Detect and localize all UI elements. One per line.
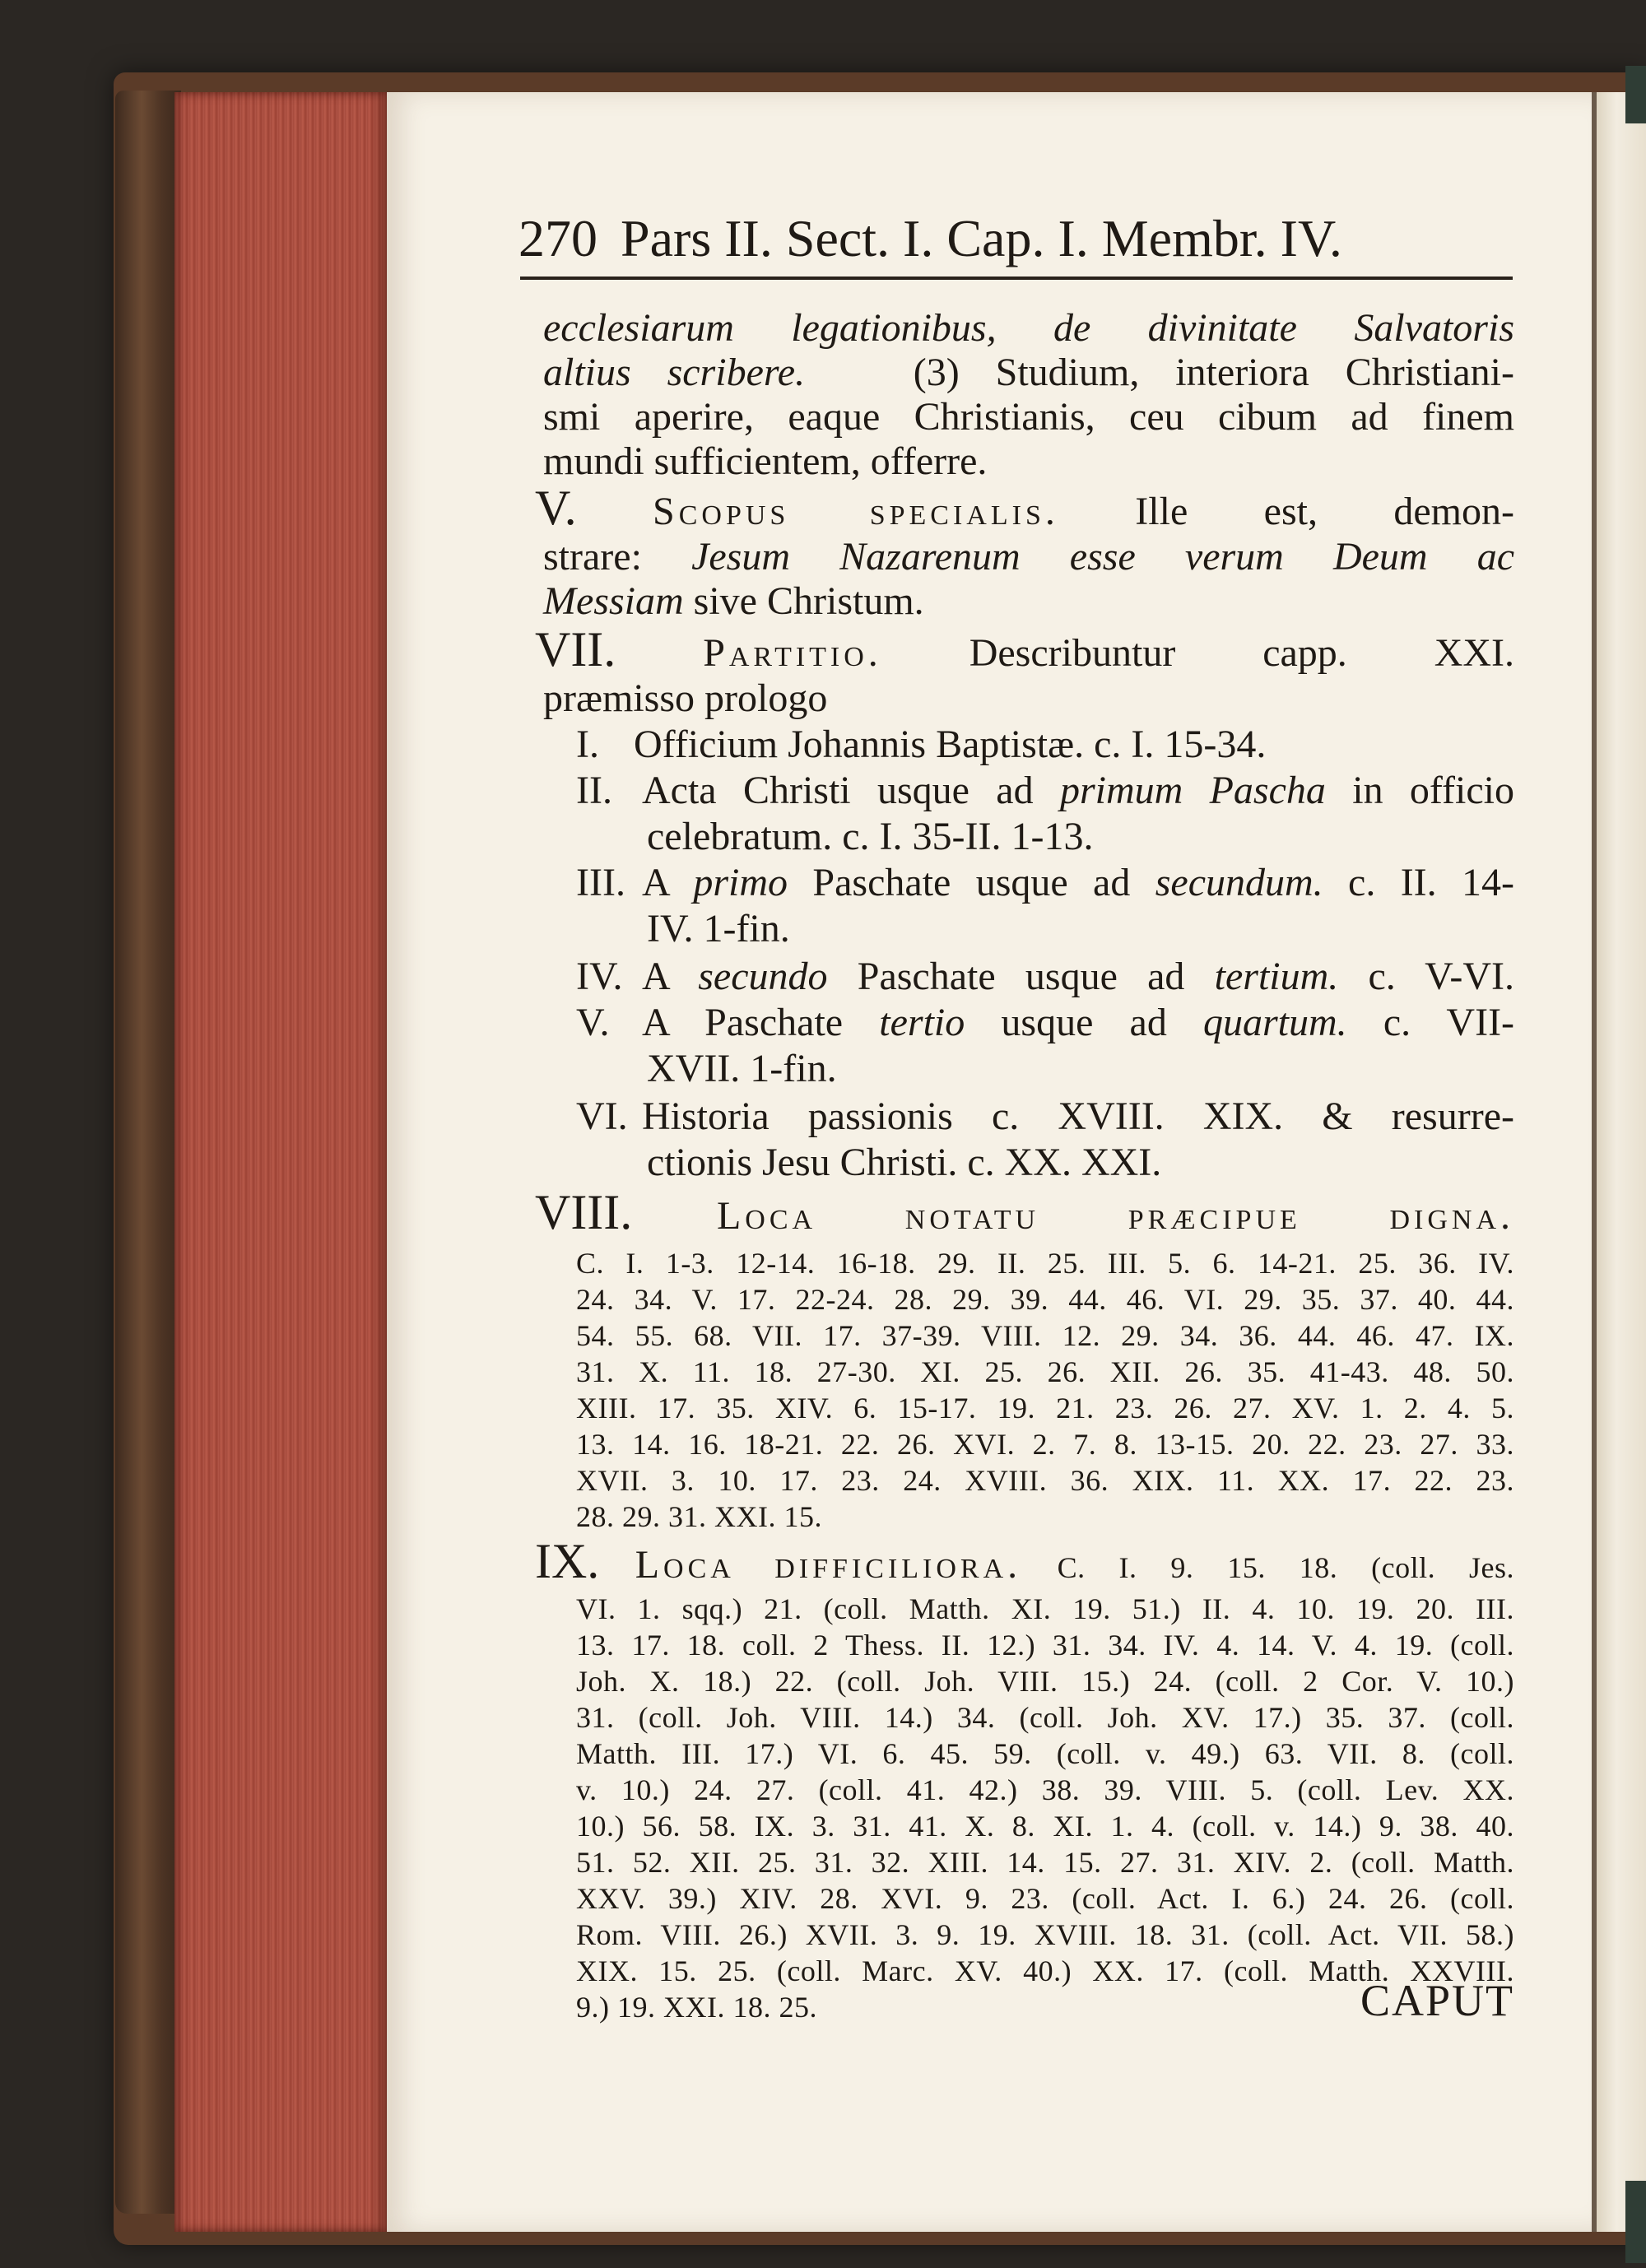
section-viii-line-1: C. I. 1-3. 12-14. 16-18. 29. II. 25. III. 5. 6. 14-21. 25. 36. IV.	[576, 1247, 1514, 1280]
section-viii-line-7: XVII. 3. 10. 17. 23. 24. XVIII. 36. XIX. 11. XX. 17. 22. 23.	[576, 1464, 1514, 1497]
intro-line-4: mundi sufficientem, offerre.	[543, 439, 988, 483]
section-viii-numeral: VIII.	[535, 1185, 633, 1239]
running-header	[518, 206, 1506, 272]
partitio-item-4: IV. A secundo Paschate usque ad tertium. c. V-VI.	[576, 955, 1515, 998]
partitio-item-6: VI. Historia passionis c. XVIII. XIX. & resurre-	[576, 1094, 1514, 1138]
section-viii-line-3: 54. 55. 68. VII. 17. 37-39. VIII. 12. 29. 34. 36. 44. 46. 47. IX.	[576, 1319, 1514, 1352]
section-vii-line-2: præmisso prologo	[543, 676, 828, 720]
section-v-line-2: strare: Jesum Nazarenum esse verum Deum ac	[543, 535, 1515, 579]
page-number: 270	[518, 209, 597, 267]
section-v-line-3: Messiam sive Christum.	[543, 579, 924, 623]
section-vii-heading: Partitio.	[703, 631, 882, 675]
section-ix-line-9: XXV. 39.) XIV. 28. XVI. 9. 23. (coll. Act. I. 6.) 24. 26. (coll.	[576, 1882, 1514, 1915]
section-vii-numeral: VII.	[535, 622, 616, 676]
partitio-item-3: III. A primo Paschate usque ad secundum. c. II. 14-	[576, 861, 1515, 904]
section-ix-heading-line: IX. Loca difficiliora. C. I. 9. 15. 18. (coll. Jes.	[535, 1534, 1515, 1588]
section-ix-line-10: Rom. VIII. 26.) XVII. 3. 9. 19. XVIII. 18. 31. (coll. Act. VII. 58.)	[576, 1918, 1514, 1951]
ribbon-bookmark-bottom	[1625, 2181, 1646, 2263]
book-spine	[115, 91, 181, 2214]
partitio-item-5-cont: XVII. 1-fin.	[647, 1047, 837, 1090]
partitio-item-3-cont: IV. 1-fin.	[647, 907, 790, 950]
ribbon-bookmark-top	[1625, 66, 1646, 123]
section-viii-heading: Loca notatu præcipue digna.	[716, 1194, 1515, 1238]
partitio-item-2-cont: celebratum. c. I. 35-II. 1-13.	[647, 815, 1094, 858]
intro-line-2: altius scribere. (3) Studium, interiora Christiani-	[543, 351, 1515, 394]
partitio-item-6-cont: ctionis Jesu Christi. c. XX. XXI.	[647, 1141, 1162, 1184]
section-ix-heading: Loca difficiliora.	[635, 1543, 1022, 1587]
section-ix-line-11: XIX. 15. 25. (coll. Marc. XV. 40.) XX. 17. (coll. Matth. XXVIII.	[576, 1954, 1514, 1987]
intro-line-1: ecclesiarum legationibus, de divinitate Salvatoris	[543, 306, 1514, 350]
running-title: Pars II. Sect. I. Cap. I. Membr. IV.	[621, 209, 1342, 267]
section-v-heading-line: V. Scopus specialis. Ille est, demon-	[535, 481, 1514, 535]
intro-line-3: smi aperire, eaque Christianis, ceu cibum ad finem	[543, 395, 1514, 439]
catchword: CAPUT	[1360, 1976, 1514, 2025]
section-ix-line-4: 31. (coll. Joh. VIII. 14.) 34. (coll. Joh. XV. 17.) 35. 37. (coll.	[576, 1701, 1514, 1734]
section-ix-numeral: IX.	[535, 1534, 600, 1588]
section-viii-line-6: 13. 14. 16. 18-21. 22. 26. XVI. 2. 7. 8. 13-15. 20. 22. 23. 27. 33.	[576, 1428, 1514, 1461]
section-viii-line-5: XIII. 17. 35. XIV. 6. 15-17. 19. 21. 23. 26. 27. XV. 1. 2. 4. 5.	[576, 1392, 1514, 1424]
section-viii-line-4: 31. X. 11. 18. 27-30. XI. 25. 26. XII. 26. 35. 41-43. 48. 50.	[576, 1355, 1514, 1388]
section-viii-line-8: 28. 29. 31. XXI. 15.	[576, 1500, 822, 1533]
partitio-item-1: I. Officium Johannis Baptistæ. c. I. 15-34.	[576, 723, 1267, 766]
section-vii-heading-line: VII. Partitio. Describuntur capp. XXI.	[535, 622, 1514, 676]
section-ix-line-2: 13. 17. 18. coll. 2 Thess. II. 12.) 31. 34. IV. 4. 14. V. 4. 19. (coll.	[576, 1629, 1514, 1661]
header-rule	[520, 277, 1513, 280]
section-ix-line-12: 9.) 19. XXI. 18. 25.	[576, 1991, 817, 2024]
section-ix-line-3: Joh. X. 18.) 22. (coll. Joh. VIII. 15.) 24. (coll. 2 Cor. V. 10.)	[576, 1665, 1514, 1698]
section-ix-line-1: VI. 1. sqq.) 21. (coll. Matth. XI. 19. 51.) II. 4. 10. 19. 20. III.	[576, 1592, 1514, 1625]
section-viii-line-2: 24. 34. V. 17. 22-24. 28. 29. 39. 44. 46. VI. 29. 35. 37. 40. 44.	[576, 1283, 1514, 1316]
section-viii-heading-line	[535, 1185, 1515, 1239]
section-ix-line-5: Matth. III. 17.) VI. 6. 45. 59. (coll. v. 49.) 63. VII. 8. (coll.	[576, 1737, 1514, 1770]
page-edges-red	[174, 92, 387, 2232]
section-ix-line-7: 10.) 56. 58. IX. 3. 31. 41. X. 8. XI. 1. 4. (coll. v. 14.) 9. 38. 40.	[576, 1810, 1514, 1843]
section-ix-line-6: v. 10.) 24. 27. (coll. 41. 42.) 38. 39. VIII. 5. (coll. Lev. XX.	[576, 1773, 1514, 1806]
section-ix-line-8: 51. 52. XII. 25. 31. 32. XIII. 14. 15. 27. 31. XIV. 2. (coll. Matth.	[576, 1846, 1514, 1879]
section-v-numeral: V.	[535, 481, 577, 535]
partitio-item-2: II. Acta Christi usque ad primum Pascha in officio	[576, 769, 1515, 812]
section-v-heading: Scopus specialis.	[653, 490, 1059, 533]
partitio-item-5: V. A Paschate tertio usque ad quartum. c. VII-	[576, 1001, 1515, 1044]
